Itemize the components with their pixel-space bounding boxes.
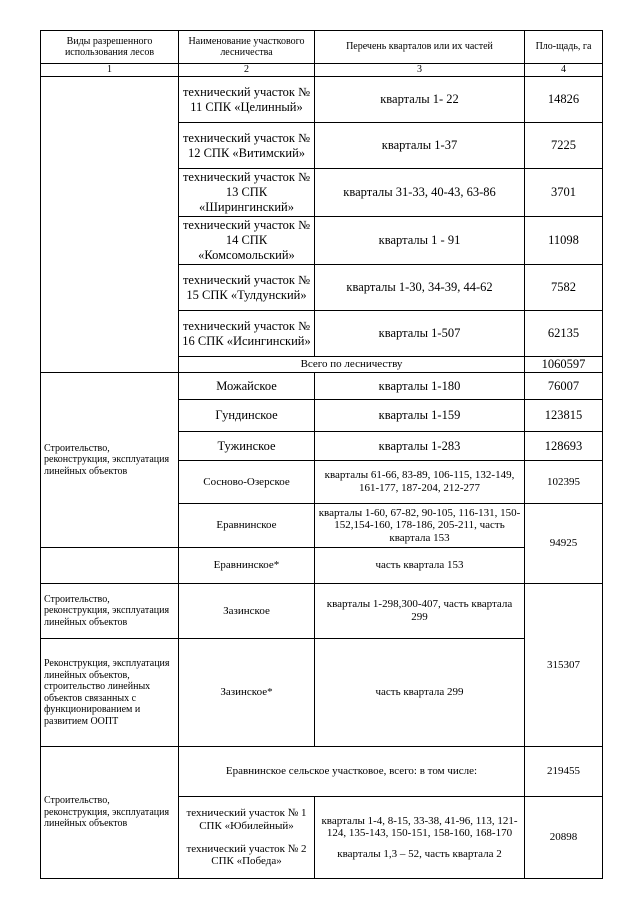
table-row [41, 639, 603, 747]
area: 3701 [525, 169, 603, 217]
forestry-name: Зазинское [179, 584, 315, 639]
header-forestry: Наименование участкового лесничества [179, 31, 315, 64]
header-row [41, 31, 603, 64]
use-type: Строительство, реконструкция, эксплуатация линейных объектов [41, 584, 179, 639]
col-number-3: 3 [315, 64, 525, 77]
use-type: Реконструкция, эксплуатация линейных объектов, строительство линейных объектов связанных с функционированием и развитием ООПТ [41, 639, 179, 747]
table-row [41, 373, 603, 400]
quarters: часть квартала 153 [315, 548, 525, 584]
header-use: Виды разрешенного использования лесов [41, 31, 179, 64]
forestry-name-2: технический участок № 2 СПК «Победа» [186, 842, 307, 868]
area: 62135 [525, 311, 603, 357]
column-number-row [41, 64, 603, 77]
table-row [41, 584, 603, 639]
forestry-name: технический участок № 11 СПК «Целинный» [179, 77, 315, 123]
quarters: кварталы 1-507 [315, 311, 525, 357]
area: 14826 [525, 77, 603, 123]
forestry-name: технический участок № 12 СПК «Витимский» [179, 123, 315, 169]
quarters: кварталы 1-159 [315, 400, 525, 432]
area: 7225 [525, 123, 603, 169]
forestry-name: технический участок № 13 СПК «Ширингинский» [179, 169, 315, 217]
forestry-name: Тужинское [179, 432, 315, 461]
quarters-2: кварталы 1,3 – 52, часть квартала 2 [337, 847, 502, 860]
area: 128693 [525, 432, 603, 461]
col-number-2: 2 [179, 64, 315, 77]
forestry-name: технический участок № 15 СПК «Тулдунский» [179, 265, 315, 311]
area: 102395 [525, 461, 603, 504]
area: 219455 [525, 747, 603, 797]
forestry-name: Зазинское* [179, 639, 315, 747]
quarters: кварталы 1 - 91 [315, 217, 525, 265]
quarters: кварталы 1- 22 [315, 77, 525, 123]
forestry-name: Можайское [179, 373, 315, 400]
forestry-subtotal-label: Еравнинское сельское участковое, всего: в том числе: [179, 747, 525, 797]
total-label: Всего по лесничеству [179, 357, 525, 373]
forestry-name-1: технический участок № 1 СПК «Юбилейный» [186, 807, 307, 832]
area: 11098 [525, 217, 603, 265]
col-number-4: 4 [525, 64, 603, 77]
area: 123815 [525, 400, 603, 432]
forestry-name: технический участок № 16 СПК «Исингинский» [179, 311, 315, 357]
quarters: кварталы 1-30, 34-39, 44-62 [315, 265, 525, 311]
use-type: Строительство, реконструкция, эксплуатация линейных объектов [41, 747, 179, 879]
quarters: кварталы 1-298,300-407, часть квартала 299 [315, 584, 525, 639]
quarters: часть квартала 299 [315, 639, 525, 747]
forest-use-table [40, 30, 603, 879]
total-area: 1060597 [525, 357, 603, 373]
quarters-1: кварталы 1-4, 8-15, 33-38, 41-96, 113, 121-124, 135-143, 150-151, 158-160, 168-170 [321, 814, 518, 840]
use-type: Строительство, реконструкция, эксплуатация линейных объектов [41, 373, 179, 548]
area: 7582 [525, 265, 603, 311]
quarters [315, 797, 525, 879]
header-area: Пло-щадь, га [525, 31, 603, 64]
area: 20898 [525, 797, 603, 879]
quarters: кварталы 1-283 [315, 432, 525, 461]
quarters: кварталы 61-66, 83-89, 106-115, 132-149, 161-177, 187-204, 212-277 [315, 461, 525, 504]
quarters: кварталы 31-33, 40-43, 63-86 [315, 169, 525, 217]
area: 94925 [525, 504, 603, 584]
table-row [41, 747, 603, 797]
forestry-name: Гундинское [179, 400, 315, 432]
forestry-name: Еравнинское [179, 504, 315, 548]
use-cell-empty [41, 77, 179, 373]
table-row [41, 77, 603, 123]
forestry-name [179, 797, 315, 879]
area: 315307 [525, 584, 603, 747]
col-number-1: 1 [41, 64, 179, 77]
quarters: кварталы 1-180 [315, 373, 525, 400]
quarters: кварталы 1-60, 67-82, 90-105, 116-131, 150-152,154-160, 178-186, 205-211, часть квартала 153 [315, 504, 525, 548]
forestry-name: технический участок № 14 СПК «Комсомольский» [179, 217, 315, 265]
forestry-name: Сосново-Озерское [179, 461, 315, 504]
forestry-name: Еравнинское* [179, 548, 315, 584]
quarters: кварталы 1-37 [315, 123, 525, 169]
area: 76007 [525, 373, 603, 400]
header-quarters: Перечень кварталов или их частей [315, 31, 525, 64]
table-row [41, 548, 603, 584]
use-cell-empty [41, 548, 179, 584]
